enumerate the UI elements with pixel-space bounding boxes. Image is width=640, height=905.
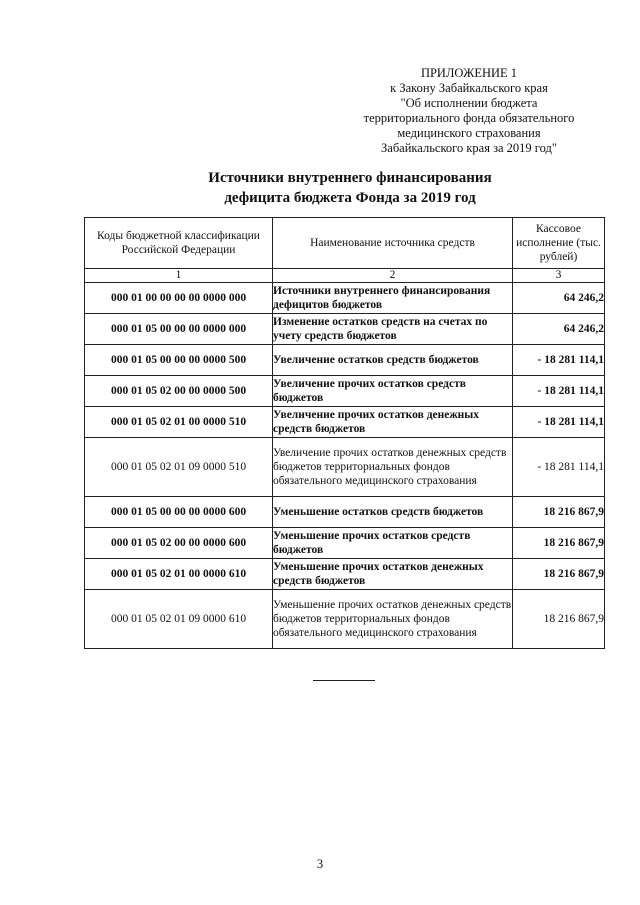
table-row — [85, 345, 605, 376]
row-amount: - 18 281 114,1 — [513, 438, 605, 497]
row-name: Источники внутреннего финансирования дефицитов бюджетов — [273, 283, 513, 314]
appendix-law-title-2: территориального фонда обязательного — [363, 111, 575, 125]
row-name: Изменение остатков средств на счетах по учету средств бюджетов — [273, 314, 513, 345]
title-line-1: Источники внутреннего финансирования — [208, 170, 492, 186]
row-code: 000 01 05 02 01 09 0000 510 — [85, 438, 273, 497]
row-code: 000 01 05 02 00 00 0000 600 — [85, 528, 273, 559]
row-code: 000 01 05 00 00 00 0000 500 — [85, 345, 273, 376]
table-row — [85, 407, 605, 438]
table-row — [85, 314, 605, 345]
appendix-law-title-4: Забайкальского края за 2019 год" — [381, 141, 557, 155]
title-line-2: дефицита бюджета Фонда за 2019 год — [224, 190, 476, 206]
row-code: 000 01 05 02 01 00 0000 610 — [85, 559, 273, 590]
column-number: 1 — [85, 269, 273, 283]
table-row — [85, 590, 605, 649]
row-code: 000 01 05 02 00 00 0000 500 — [85, 376, 273, 407]
row-name: Уменьшение прочих остатков средств бюджетов — [273, 528, 513, 559]
row-amount: 18 216 867,9 — [513, 559, 605, 590]
appendix-header — [349, 66, 589, 156]
row-amount: 64 246,2 — [513, 314, 605, 345]
row-amount: 64 246,2 — [513, 283, 605, 314]
column-number: 3 — [513, 269, 605, 283]
document-title — [80, 168, 620, 208]
column-number: 2 — [273, 269, 513, 283]
table-row — [85, 559, 605, 590]
column-number-row — [85, 269, 605, 283]
table-row — [85, 497, 605, 528]
row-name: Уменьшение прочих остатков денежных средств бюджетов — [273, 559, 513, 590]
appendix-law-title-1: "Об исполнении бюджета — [400, 96, 538, 110]
appendix-label: ПРИЛОЖЕНИЕ 1 — [420, 66, 518, 80]
row-code: 000 01 05 00 00 00 0000 600 — [85, 497, 273, 528]
row-amount: 18 216 867,9 — [513, 590, 605, 649]
divider — [313, 680, 375, 681]
row-code: 000 01 05 02 01 00 0000 510 — [85, 407, 273, 438]
row-amount: 18 216 867,9 — [513, 528, 605, 559]
appendix-law-title-3: медицинского страхования — [397, 126, 541, 140]
row-name: Увеличение прочих остатков денежных средств бюджетов территориальных фондов обязательного медицинского страхования — [273, 438, 513, 497]
table-header-row — [85, 218, 605, 269]
row-name: Уменьшение прочих остатков денежных средств бюджетов территориальных фондов обязательного медицинского страхования — [273, 590, 513, 649]
header-code: Коды бюджетной классификации Российской Федерации — [85, 218, 273, 269]
page-number: 3 — [316, 857, 324, 871]
row-name: Увеличение прочих остатков средств бюджетов — [273, 376, 513, 407]
row-amount: 18 216 867,9 — [513, 497, 605, 528]
row-code: 000 01 05 02 01 09 0000 610 — [85, 590, 273, 649]
row-code: 000 01 00 00 00 00 0000 000 — [85, 283, 273, 314]
table-row — [85, 283, 605, 314]
row-amount: - 18 281 114,1 — [513, 407, 605, 438]
header-amount: Кассовое исполнение (тыс. рублей) — [513, 218, 605, 269]
row-name: Уменьшение остатков средств бюджетов — [273, 497, 513, 528]
row-amount: - 18 281 114,1 — [513, 376, 605, 407]
row-name: Увеличение прочих остатков денежных средств бюджетов — [273, 407, 513, 438]
row-code: 000 01 05 00 00 00 0000 000 — [85, 314, 273, 345]
table-row — [85, 438, 605, 497]
appendix-law-line: к Закону Забайкальского края — [390, 81, 548, 95]
header-name: Наименование источника средств — [273, 218, 513, 269]
sources-table — [84, 217, 605, 649]
table-row — [85, 376, 605, 407]
row-amount: - 18 281 114,1 — [513, 345, 605, 376]
row-name: Увеличение остатков средств бюджетов — [273, 345, 513, 376]
table-row — [85, 528, 605, 559]
